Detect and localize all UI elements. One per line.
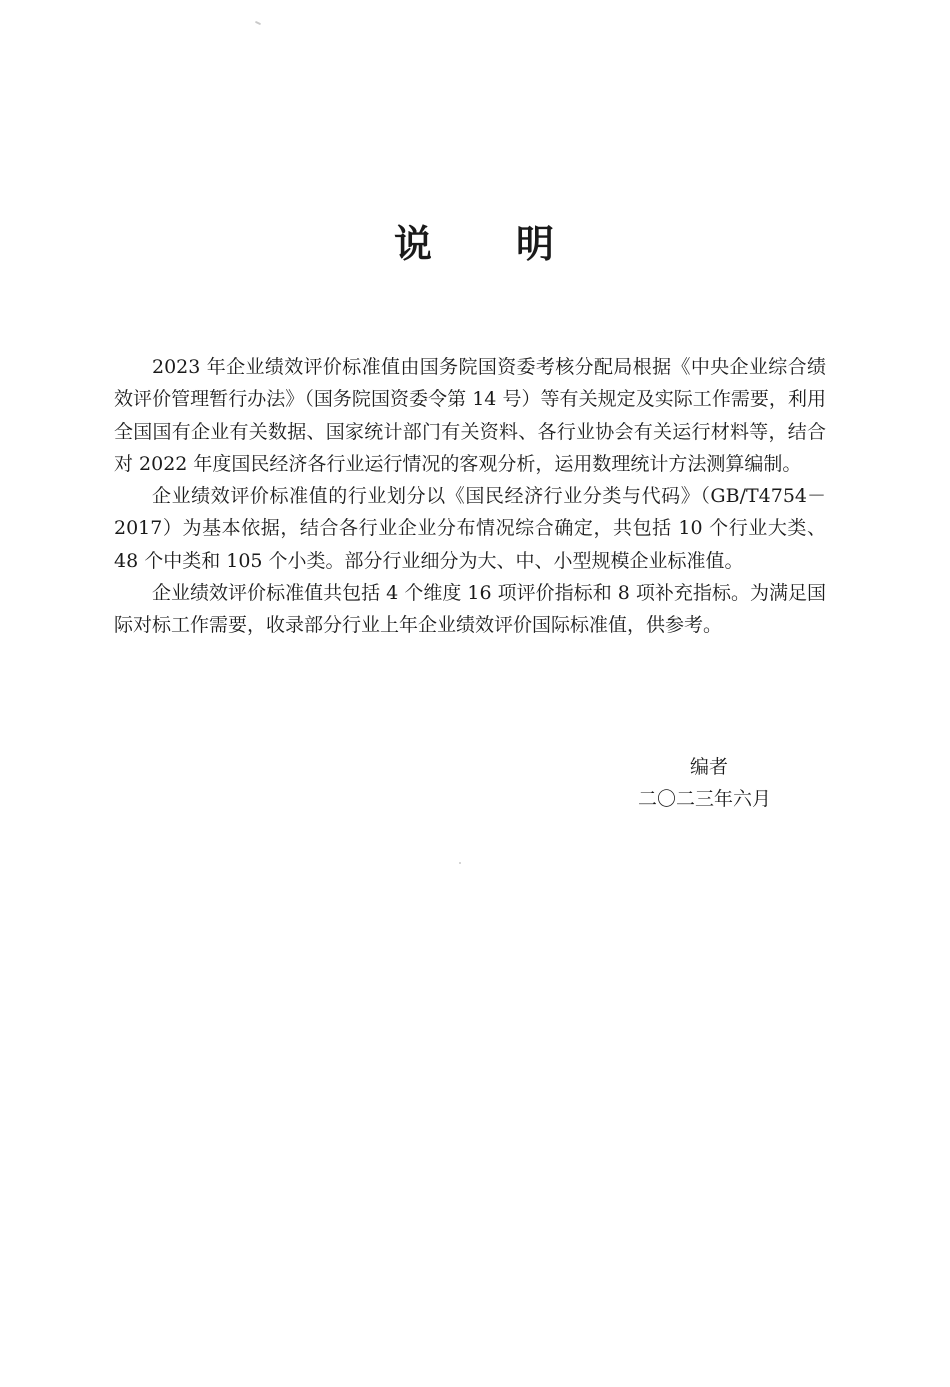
signature-editor: 编者 (690, 756, 729, 778)
document-body (114, 351, 826, 642)
paragraph-2: 企业绩效评价标准值的行业划分以《国民经济行业分类与代码》（GB/T4754－2017）为基本依据，结合各行业企业分布情况综合确定，共包括 10 个行业大类、48 个中类和 105 个小类。部分行业细分为大、中、小型规模企业标准值。 (114, 485, 826, 572)
paragraph-3: 企业绩效评价标准值共包括 4 个维度 16 项评价指标和 8 项补充指标。为满足国际对标工作需要，收录部分行业上年企业绩效评价国际标准值，供参考。 (114, 582, 826, 637)
title-char-2: 明 (516, 221, 557, 266)
signature-date: 二〇二三年六月 (638, 788, 772, 810)
paragraph-1: 2023 年企业绩效评价标准值由国务院国资委考核分配局根据《中央企业综合绩效评价管理暂行办法》（国务院国资委令第 14 号）等有关规定及实际工作需要，利用全国国有企业有关数据、国家统计部门有关资料、各行业协会有关运行材料等，结合对 2022 年度国民经济各行业运行情况的客观分析，运用数理统计方法测算编制。 (114, 356, 826, 475)
scan-speck (255, 21, 261, 25)
scan-speck (459, 862, 461, 864)
page-title (0, 218, 950, 270)
title-char-1: 说 (393, 221, 434, 266)
